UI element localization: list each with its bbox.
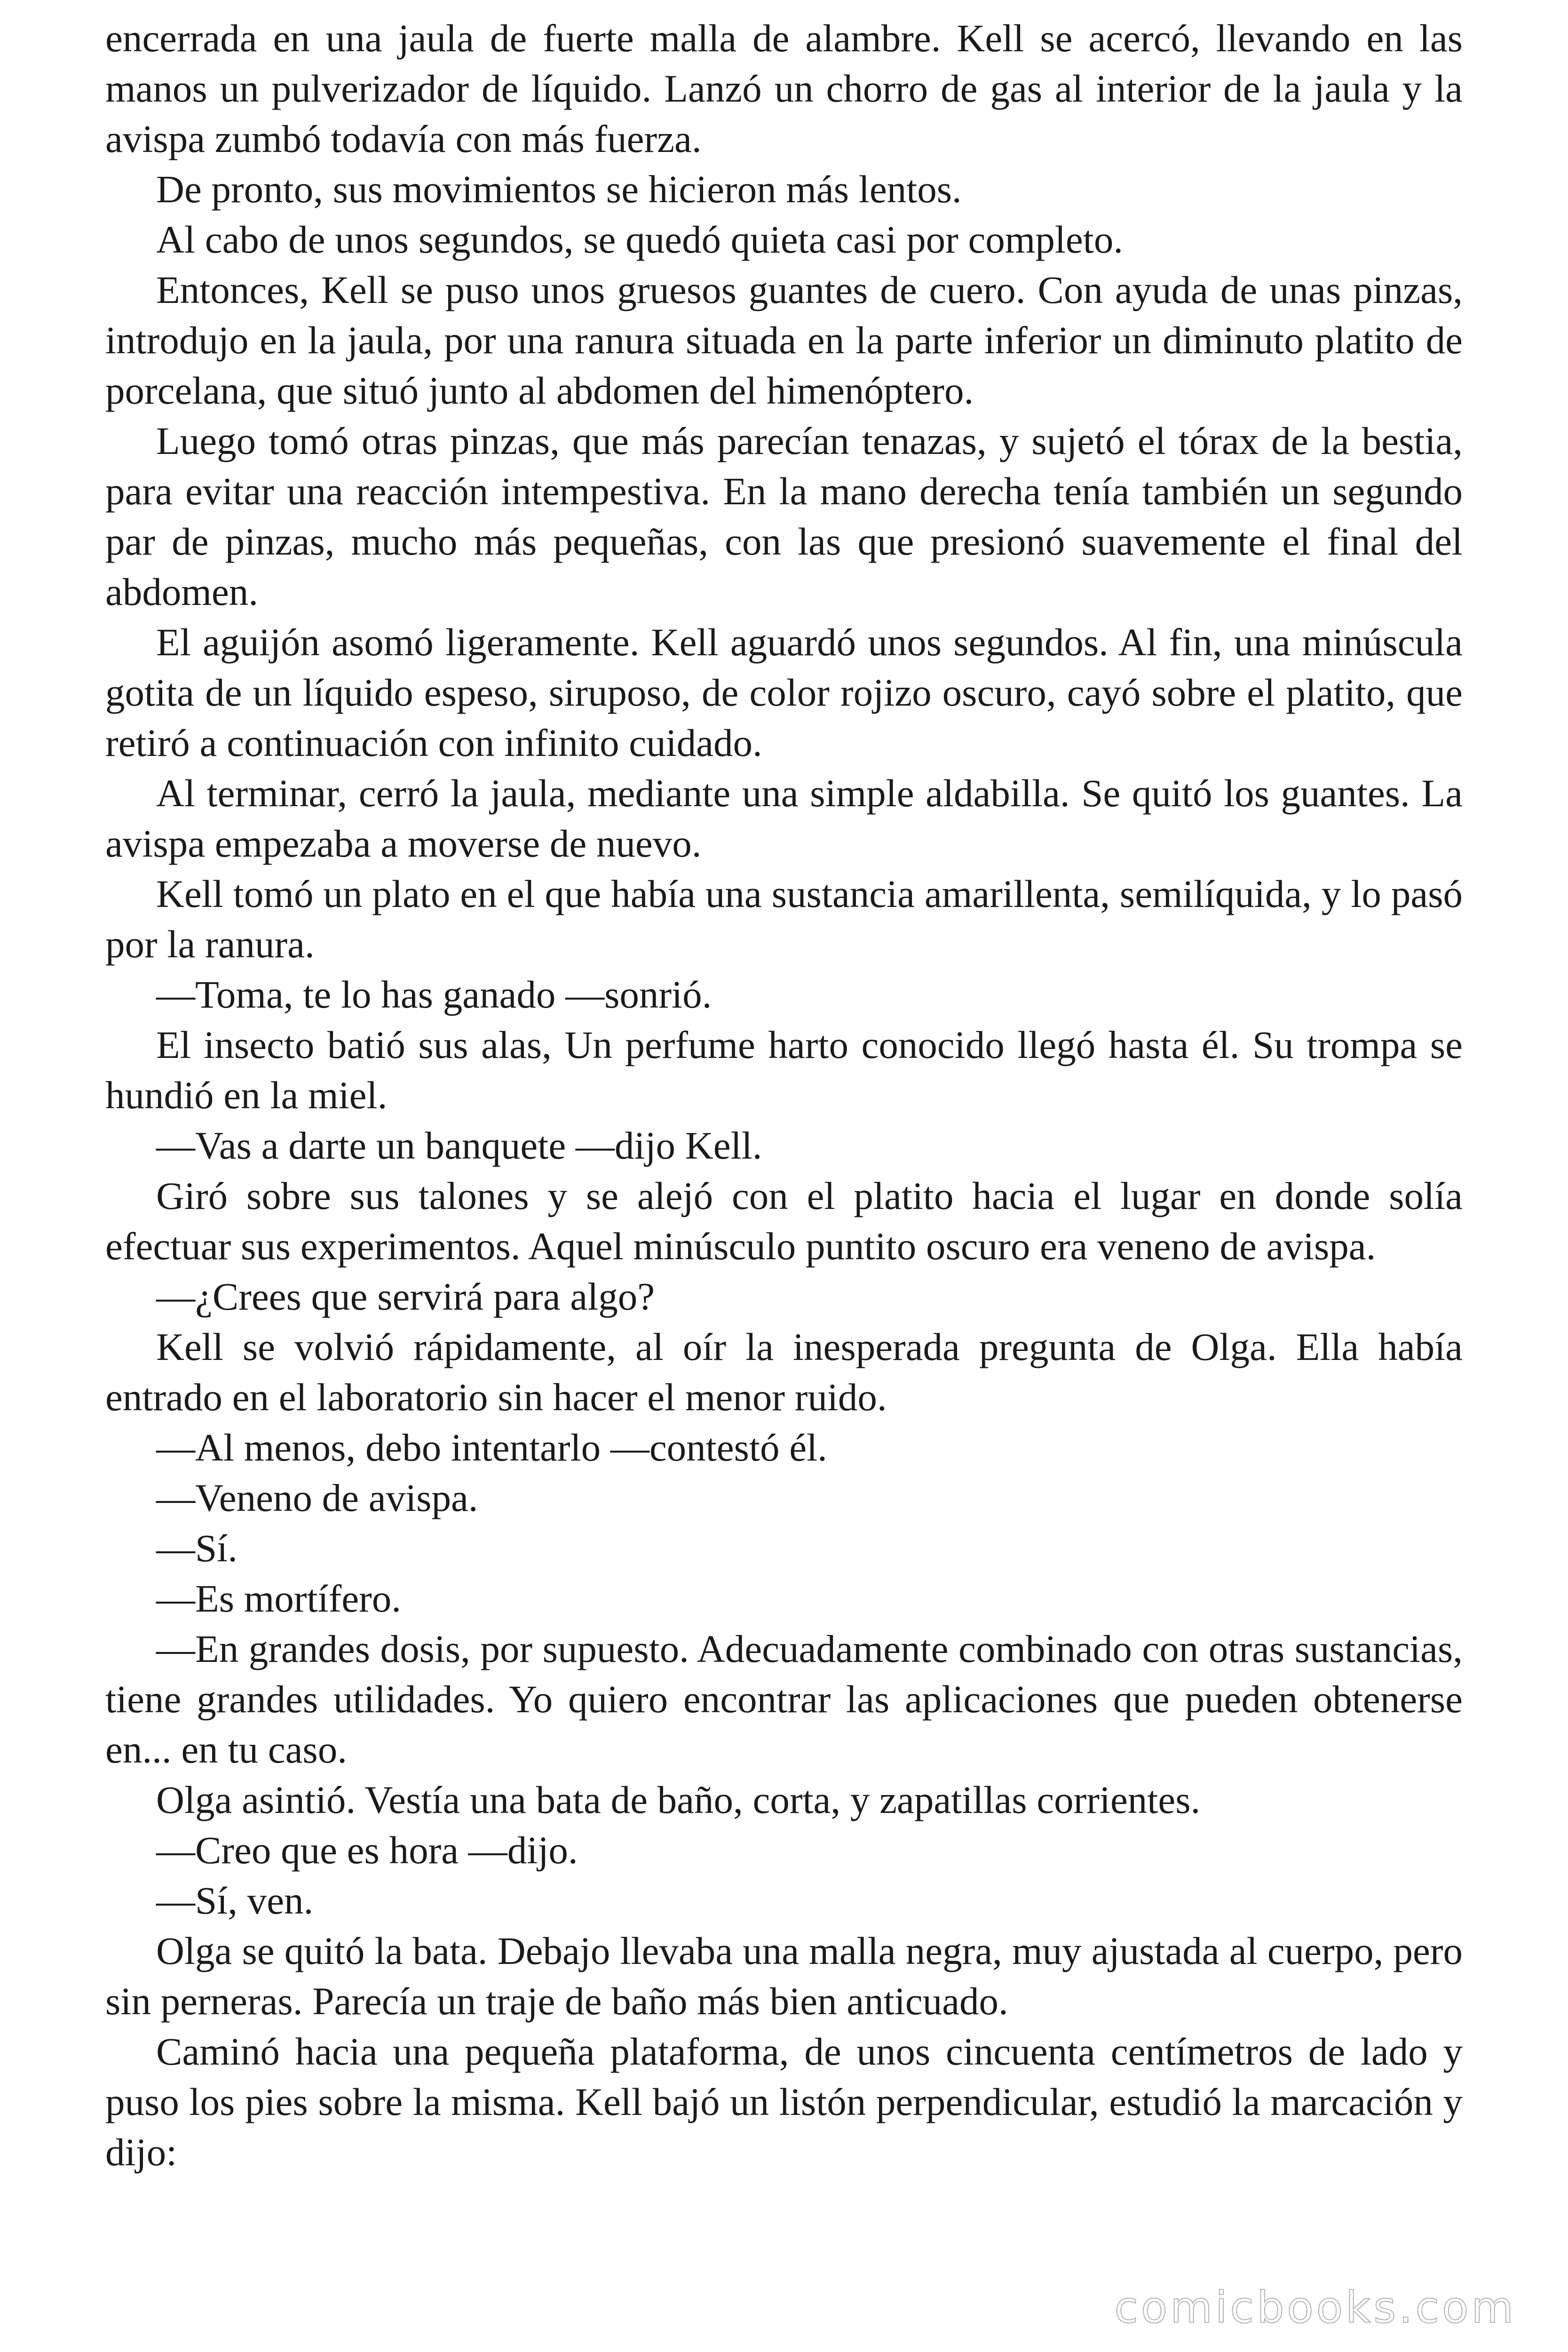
paragraph-14: Kell se volvió rápidamente, al oír la inesperada pregunta de Olga. Ella había entrado en el laboratorio sin hacer el menor ruido. <box>105 1325 1463 1419</box>
paragraph-7: Al terminar, cerró la jaula, mediante una simple aldabilla. Se quitó los guantes. La avispa empezaba a moverse de nuevo. <box>105 771 1463 865</box>
page-body <box>105 13 1463 2177</box>
paragraph-11: —Vas a darte un banquete —dijo Kell. <box>156 1124 762 1167</box>
paragraph-9: —Toma, te lo has ganado —sonrió. <box>156 973 712 1016</box>
paragraph-21: —Creo que es hora —dijo. <box>156 1828 578 1872</box>
paragraph-24: Caminó hacia una pequeña plataforma, de unos cincuenta centímetros de lado y puso los pies sobre la misma. Kell bajó un listón perpendicular, estudió la marcación y dijo: <box>105 2030 1463 2174</box>
paragraph-1: encerrada en una jaula de fuerte malla de alambre. Kell se acercó, llevando en las manos un pulverizador de líquido. Lanzó un chorro de gas al interior de la jaula y la avispa zumbó todavía con más fuerza. <box>105 16 1463 160</box>
paragraph-6: El aguijón asomó ligeramente. Kell aguardó unos segundos. Al fin, una minúscula gotita de un líquido espeso, siruposo, de color rojizo oscuro, cayó sobre el platito, que retiró a continuación con infinito cuidado. <box>105 620 1463 764</box>
paragraph-8: Kell tomó un plato en el que había una sustancia amarillenta, semilíquida, y lo pasó por la ranura. <box>105 872 1463 966</box>
paragraph-18: —Es mortífero. <box>156 1577 401 1620</box>
paragraph-13: —¿Crees que servirá para algo? <box>156 1275 655 1318</box>
paragraph-10: El insecto batió sus alas, Un perfume harto conocido llegó hasta él. Su trompa se hundió en la miel. <box>105 1023 1463 1117</box>
paragraph-12: Giró sobre sus talones y se alejó con el platito hacia el lugar en donde solía efectuar sus experimentos. Aquel minúsculo puntito oscuro era veneno de avispa. <box>105 1174 1463 1268</box>
paragraph-22: —Sí, ven. <box>156 1879 314 1922</box>
paragraph-16: —Veneno de avispa. <box>156 1476 478 1519</box>
watermark: comicbooks.com <box>1114 2282 1516 2333</box>
paragraph-20: Olga asintió. Vestía una bata de baño, corta, y zapatillas corrientes. <box>156 1778 1201 1821</box>
paragraph-3: Al cabo de unos segundos, se quedó quieta casi por completo. <box>156 218 1124 261</box>
paragraph-4: Entonces, Kell se puso unos gruesos guantes de cuero. Con ayuda de unas pinzas, introdujo en la jaula, por una ranura situada en la parte inferior un diminuto platito de porcelana, que situó junto al abdomen del himenóptero. <box>105 268 1463 412</box>
paragraph-15: —Al menos, debo intentarlo —contestó él. <box>156 1426 827 1469</box>
paragraph-17: —Sí. <box>156 1526 238 1570</box>
paragraph-19: —En grandes dosis, por supuesto. Adecuadamente combinado con otras sustancias, tiene grandes utilidades. Yo quiero encontrar las aplicaciones que pueden obtenerse en... en tu caso. <box>105 1627 1463 1771</box>
paragraph-5: Luego tomó otras pinzas, que más parecían tenazas, y sujetó el tórax de la bestia, para evitar una reacción intempestiva. En la mano derecha tenía también un segundo par de pinzas, mucho más pequeñas, con las que presionó suavemente el final del abdomen. <box>105 419 1463 613</box>
paragraph-2: De pronto, sus movimientos se hicieron más lentos. <box>156 167 962 211</box>
paragraph-23: Olga se quitó la bata. Debajo llevaba una malla negra, muy ajustada al cuerpo, pero sin perneras. Parecía un traje de baño más bien anticuado. <box>105 1929 1463 2023</box>
